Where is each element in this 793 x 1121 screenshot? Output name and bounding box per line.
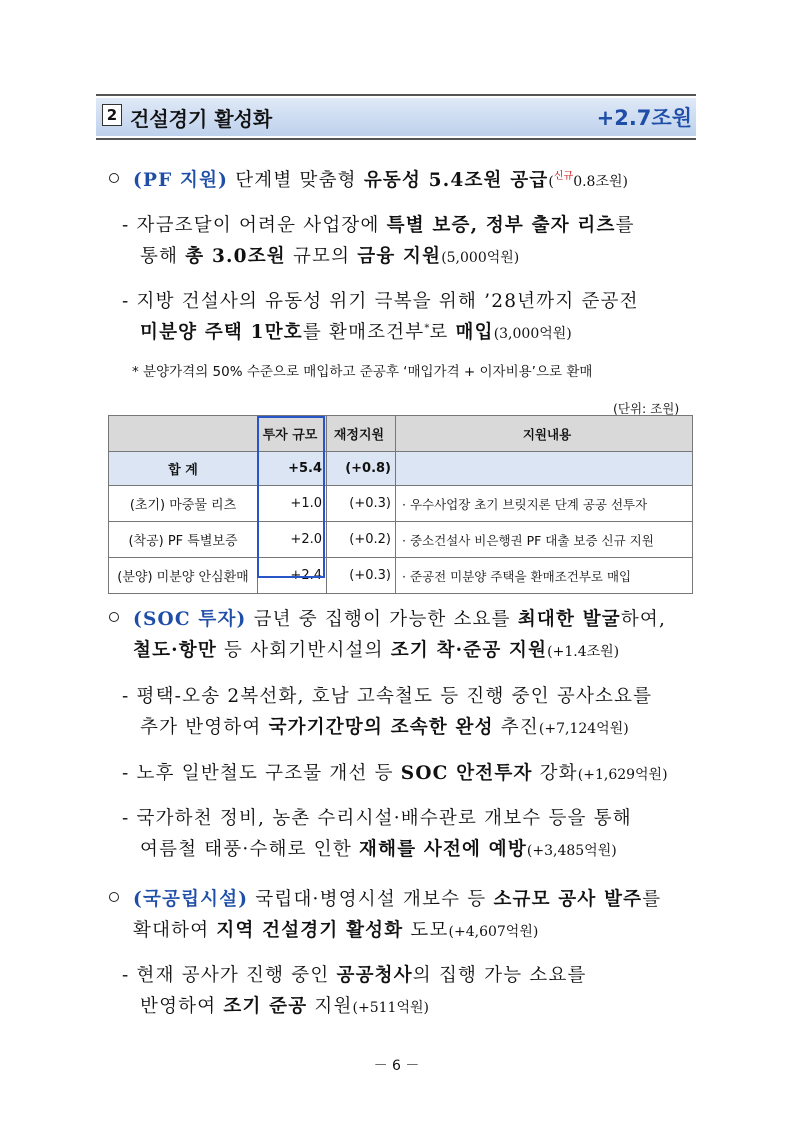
pf-footnote: * 분양가격의 50% 수준으로 매입하고 준공후 ‘매입가격 + 이자비용’으로 환매 [132, 364, 593, 380]
pf-detail-2-line-2: 미분양 주택 1만호를 환매조건부*로 매입(3,000억원) [140, 322, 572, 343]
table-cell: (분양) 미분양 안심환매 [109, 558, 258, 594]
public-detail-1-line-1: - 현재 공사가 진행 중인 공공청사의 집행 가능 소요를 [122, 965, 587, 986]
table-cell: +5.4 [258, 452, 327, 486]
soc-bullet-line-1: (SOC 투자) 금년 중 집행이 가능한 소요를 최대한 발굴하여, [133, 609, 667, 630]
table-unit: (단위: 조원) [613, 401, 680, 416]
public-detail-1-line-2: 반영하여 조기 준공 지원(+511억원) [140, 996, 429, 1017]
section-amount: +2.7조원 [596, 106, 692, 130]
table-cell: · 우수사업장 초기 브릿지론 단계 공공 선투자 [396, 486, 693, 522]
table-total-row [109, 452, 693, 486]
soc-detail-2: - 노후 일반철도 구조물 개선 등 SOC 안전투자 강화(+1,629억원) [122, 763, 668, 784]
table-row [109, 486, 693, 522]
table-header: 투자 규모 [258, 416, 327, 452]
soc-bullet-line-2: 철도·항만 등 사회기반시설의 조기 착·준공 지원(+1.4조원) [133, 640, 620, 661]
table-cell: · 중소건설사 비은행권 PF 대출 보증 신규 지원 [396, 522, 693, 558]
table-cell: +2.0 [258, 522, 327, 558]
pf-detail-1-line-1: - 자금조달이 어려운 사업장에 특별 보증, 정부 출자 리츠를 [122, 215, 635, 236]
table-cell: (+0.8) [327, 452, 396, 486]
pf-label: (PF 지원) [133, 170, 229, 191]
bullet-circle-icon [109, 173, 119, 183]
table-cell: · 준공전 미분양 주택을 환매조건부로 매입 [396, 558, 693, 594]
pf-detail-1-line-2: 통해 총 3.0조원 규모의 금융 지원(5,000억원) [140, 246, 520, 267]
table-cell: (+0.3) [327, 486, 396, 522]
table-cell: (+0.2) [327, 522, 396, 558]
table-cell: (초기) 마중물 리츠 [109, 486, 258, 522]
table-row [109, 558, 693, 594]
soc-label: (SOC 투자) [133, 609, 247, 630]
section-header [96, 94, 696, 140]
table-header [109, 416, 258, 452]
table-cell: +1.0 [258, 486, 327, 522]
table-cell: (착공) PF 특별보증 [109, 522, 258, 558]
public-label: (국공립시설) [133, 889, 249, 910]
table-row [109, 522, 693, 558]
table-cell: +2.4 [258, 558, 327, 594]
bullet-circle-icon [109, 612, 119, 622]
section-number: 2 [102, 104, 122, 126]
public-bullet-line-1: (국공립시설) 국립대·병영시설 개보수 등 소규모 공사 발주를 [133, 889, 662, 910]
table-cell: (+0.3) [327, 558, 396, 594]
table-header-row [109, 416, 693, 452]
soc-detail-1-line-2: 추가 반영하여 국가기간망의 조속한 완성 추진(+7,124억원) [140, 717, 629, 738]
public-bullet-line-2: 확대하여 지역 건설경기 활성화 도모(+4,607억원) [133, 920, 539, 941]
soc-detail-1-line-1: - 평택-오송 2복선화, 호남 고속철도 등 진행 중인 공사소요를 [122, 686, 653, 707]
table-cell [396, 452, 693, 486]
bullet-circle-icon [109, 892, 119, 902]
soc-detail-3-line-1: - 국가하천 정비, 농촌 수리시설·배수관로 개보수 등을 통해 [122, 808, 632, 829]
pf-detail-2-line-1: - 지방 건설사의 유동성 위기 극복을 위해 ’28년까지 준공전 [122, 291, 639, 312]
table-header: 지원내용 [396, 416, 693, 452]
table-cell: 합 계 [109, 452, 258, 486]
pf-bullet-line: (PF 지원) 단계별 맞춤형 유동성 5.4조원 공급($^{신규}$0.8조원) [133, 170, 628, 191]
page-number: － 6 － [373, 1058, 420, 1074]
soc-detail-3-line-2: 여름철 태풍·수해로 인한 재해를 사전에 예방(+3,485억원) [140, 839, 617, 860]
pf-support-table [108, 415, 693, 594]
section-title: 건설경기 활성화 [130, 107, 273, 131]
table-header: 재정지원 [327, 416, 396, 452]
